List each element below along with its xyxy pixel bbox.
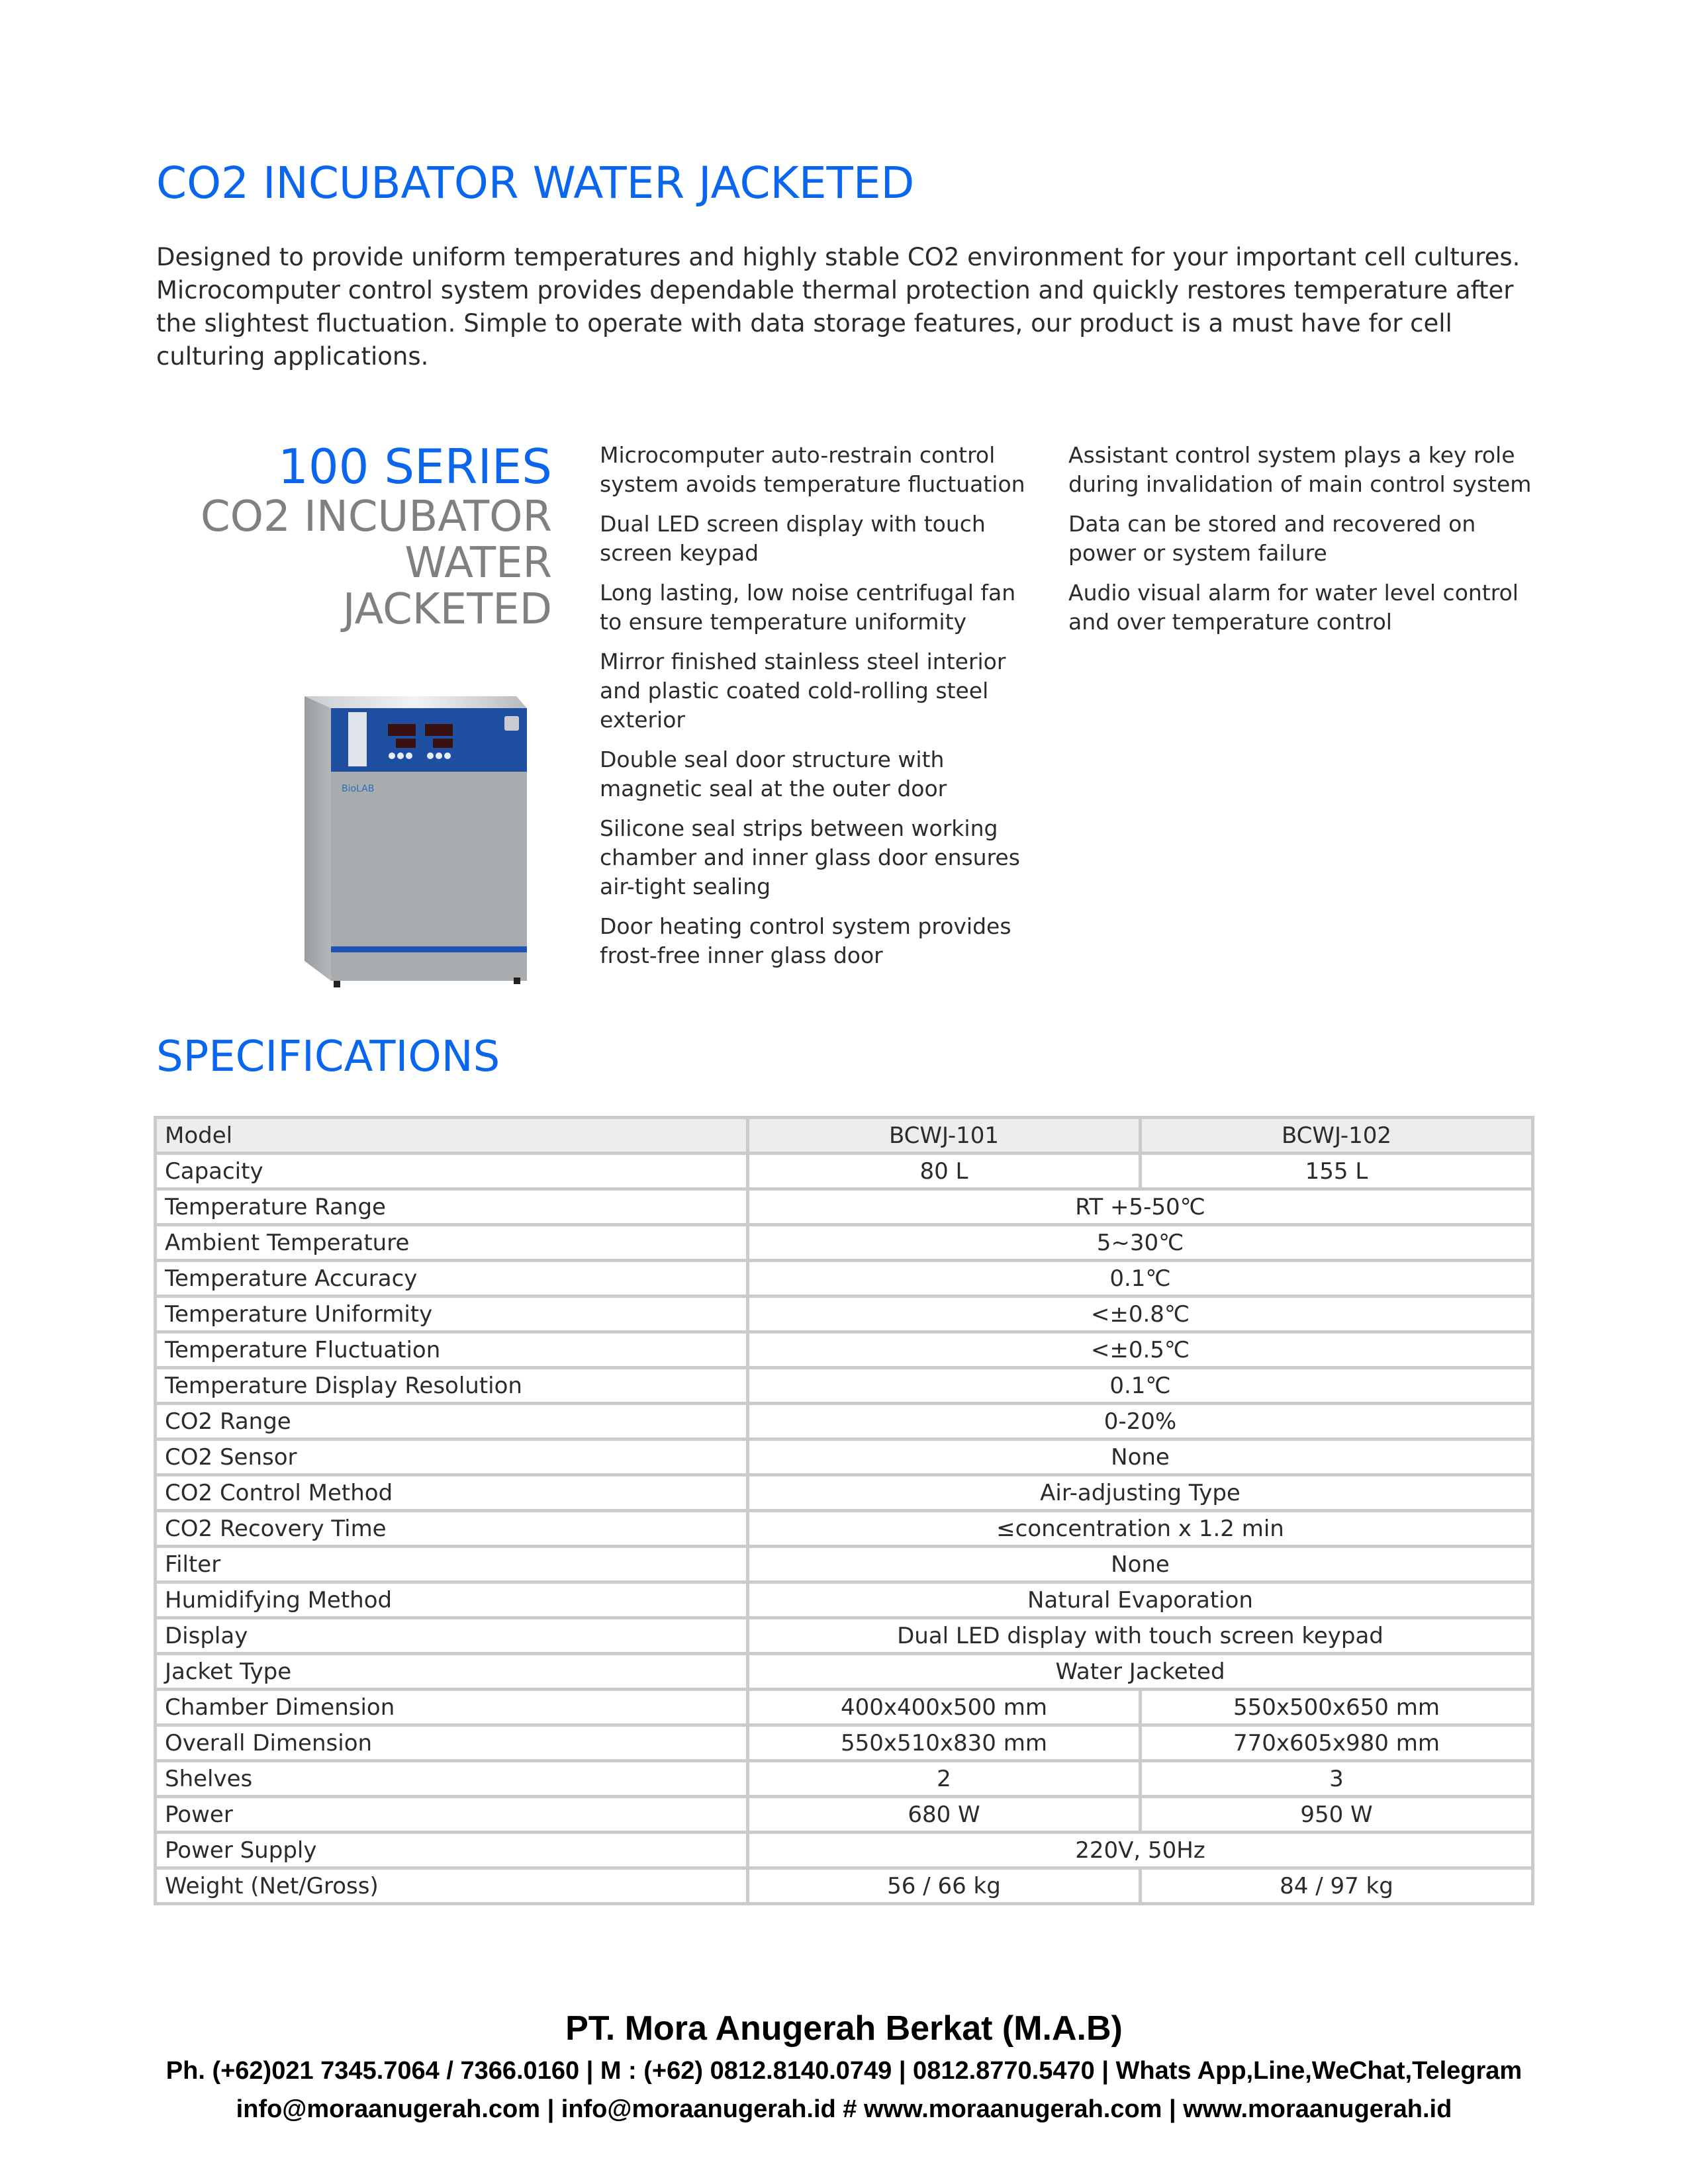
spec-label: Filter [156, 1547, 748, 1582]
spec-label: Chamber Dimension [156, 1690, 748, 1725]
spec-value: 770x605x980 mm [1140, 1725, 1532, 1761]
spec-value: 80 L [748, 1154, 1141, 1189]
spec-label: Humidifying Method [156, 1582, 748, 1618]
table-row [156, 1761, 1533, 1797]
table-row [156, 1189, 1533, 1225]
feature-item: Microcomputer auto-restrain control system avoids temperature fluctuation [600, 442, 1025, 497]
series-name: 100 SERIES [278, 439, 552, 494]
spec-label: Jacket Type [156, 1654, 748, 1690]
spec-value: None [748, 1439, 1533, 1475]
table-row [156, 1868, 1533, 1904]
spec-label: CO2 Control Method [156, 1475, 748, 1511]
spec-label: Temperature Fluctuation [156, 1332, 748, 1368]
spec-label: Weight (Net/Gross) [156, 1868, 748, 1904]
company-name: PT. Mora Anugerah Berkat (M.A.B) [565, 2009, 1123, 2048]
spec-value: 0-20% [748, 1404, 1533, 1439]
feature-list-left [600, 441, 1037, 981]
spec-value: 680 W [748, 1797, 1141, 1833]
spec-value: 220V, 50Hz [748, 1833, 1533, 1868]
product-image [291, 670, 538, 1001]
incubator-illustration-icon [291, 670, 538, 1001]
spec-value: 155 L [1140, 1154, 1532, 1189]
feature-item: Silicone seal strips between working chamber and inner glass door ensures air-tight sealing [600, 815, 1020, 899]
feature-item: Double seal door structure with magnetic seal at the outer door [600, 747, 947, 801]
feature-item: Door heating control system provides frost-free inner glass door [600, 913, 1011, 968]
table-row [156, 1154, 1533, 1189]
spec-label: Overall Dimension [156, 1725, 748, 1761]
spec-value: 2 [748, 1761, 1141, 1797]
spec-label: Shelves [156, 1761, 748, 1797]
specifications-title: SPECIFICATIONS [156, 1032, 500, 1081]
footer [0, 2005, 1688, 2128]
spec-value: 0.1℃ [748, 1368, 1533, 1404]
feature-item: Dual LED screen display with touch screen keypad [600, 511, 986, 566]
spec-label: Temperature Uniformity [156, 1297, 748, 1332]
spec-label: Temperature Accuracy [156, 1261, 748, 1297]
feature-item: Long lasting, low noise centrifugal fan to ensure temperature uniformity [600, 580, 1016, 635]
table-row [156, 1475, 1533, 1511]
spec-label: Capacity [156, 1154, 748, 1189]
table-row [156, 1332, 1533, 1368]
spec-label: Power Supply [156, 1833, 748, 1868]
spec-label: Temperature Range [156, 1189, 748, 1225]
series-subtitle-line-3: JACKETED [342, 585, 552, 634]
spec-label: Display [156, 1618, 748, 1654]
header-label: Model [156, 1118, 748, 1154]
spec-value: ≤concentration x 1.2 min [748, 1511, 1533, 1547]
spec-value: <±0.5℃ [748, 1332, 1533, 1368]
table-row [156, 1833, 1533, 1868]
header-model-2: BCWJ-102 [1140, 1118, 1532, 1154]
table-row [156, 1368, 1533, 1404]
feature-item: Mirror finished stainless steel interior and plastic coated cold-rolling steel exterior [600, 649, 1006, 733]
spec-value: 3 [1140, 1761, 1532, 1797]
spec-value: 84 / 97 kg [1140, 1868, 1532, 1904]
series-subtitle-line-1: CO2 INCUBATOR [200, 492, 552, 541]
spec-value: 0.1℃ [748, 1261, 1533, 1297]
spec-label: Temperature Display Resolution [156, 1368, 748, 1404]
header-model-1: BCWJ-101 [748, 1118, 1141, 1154]
spec-value: Water Jacketed [748, 1654, 1533, 1690]
page-title: CO2 INCUBATOR WATER JACKETED [156, 158, 915, 208]
svg-text:BioLAB: BioLAB [342, 784, 375, 794]
table-header-row [156, 1118, 1533, 1154]
spec-value: Air-adjusting Type [748, 1475, 1533, 1511]
table-row [156, 1439, 1533, 1475]
spec-value: RT +5-50℃ [748, 1189, 1533, 1225]
table-row [156, 1725, 1533, 1761]
spec-value: 400x400x500 mm [748, 1690, 1141, 1725]
feature-item: Audio visual alarm for water level control and over temperature control [1068, 580, 1519, 635]
table-row [156, 1261, 1533, 1297]
feature-item: Data can be stored and recovered on power or system failure [1068, 511, 1476, 566]
spec-label: CO2 Range [156, 1404, 748, 1439]
table-row [156, 1618, 1533, 1654]
spec-value: 56 / 66 kg [748, 1868, 1141, 1904]
spec-label: Power [156, 1797, 748, 1833]
feature-item: Assistant control system plays a key role during invalidation of main control system [1068, 442, 1532, 497]
spec-value: 550x510x830 mm [748, 1725, 1141, 1761]
spec-label: CO2 Sensor [156, 1439, 748, 1475]
spec-value: Natural Evaporation [748, 1582, 1533, 1618]
table-row [156, 1404, 1533, 1439]
table-row [156, 1511, 1533, 1547]
table-row [156, 1225, 1533, 1261]
table-row [156, 1297, 1533, 1332]
series-subtitle-line-2: WATER [404, 539, 552, 588]
specifications-table [154, 1116, 1534, 1905]
contact-web-line: info@moraanugerah.com | info@moraanugerah.id # www.moraanugerah.com | www.moraanugerah.id [236, 2095, 1452, 2123]
spec-value: 5~30℃ [748, 1225, 1533, 1261]
table-row [156, 1690, 1533, 1725]
spec-value: 550x500x650 mm [1140, 1690, 1532, 1725]
table-row [156, 1797, 1533, 1833]
spec-value: None [748, 1547, 1533, 1582]
spec-value: 950 W [1140, 1797, 1532, 1833]
feature-list-right [1068, 441, 1545, 647]
spec-value: <±0.8℃ [748, 1297, 1533, 1332]
intro-paragraph: Designed to provide uniform temperatures and highly stable CO2 environment for your important cell cultures. Microcomputer control system provides dependable thermal protection and quickly restores temperature after the slightest fluctuation. Simple to operate with data storage features, our product is a must have for cell culturing applications. [156, 243, 1521, 371]
spec-label: CO2 Recovery Time [156, 1511, 748, 1547]
contact-phone-line: Ph. (+62)021 7345.7064 / 7366.0160 | M : (+62) 0812.8140.0749 | 0812.8770.5470 | Whats App,Line,WeChat,Telegram [165, 2057, 1523, 2085]
table-row [156, 1547, 1533, 1582]
table-row [156, 1582, 1533, 1618]
spec-label: Ambient Temperature [156, 1225, 748, 1261]
series-heading [159, 439, 552, 633]
table-row [156, 1654, 1533, 1690]
spec-value: Dual LED display with touch screen keypad [748, 1618, 1533, 1654]
